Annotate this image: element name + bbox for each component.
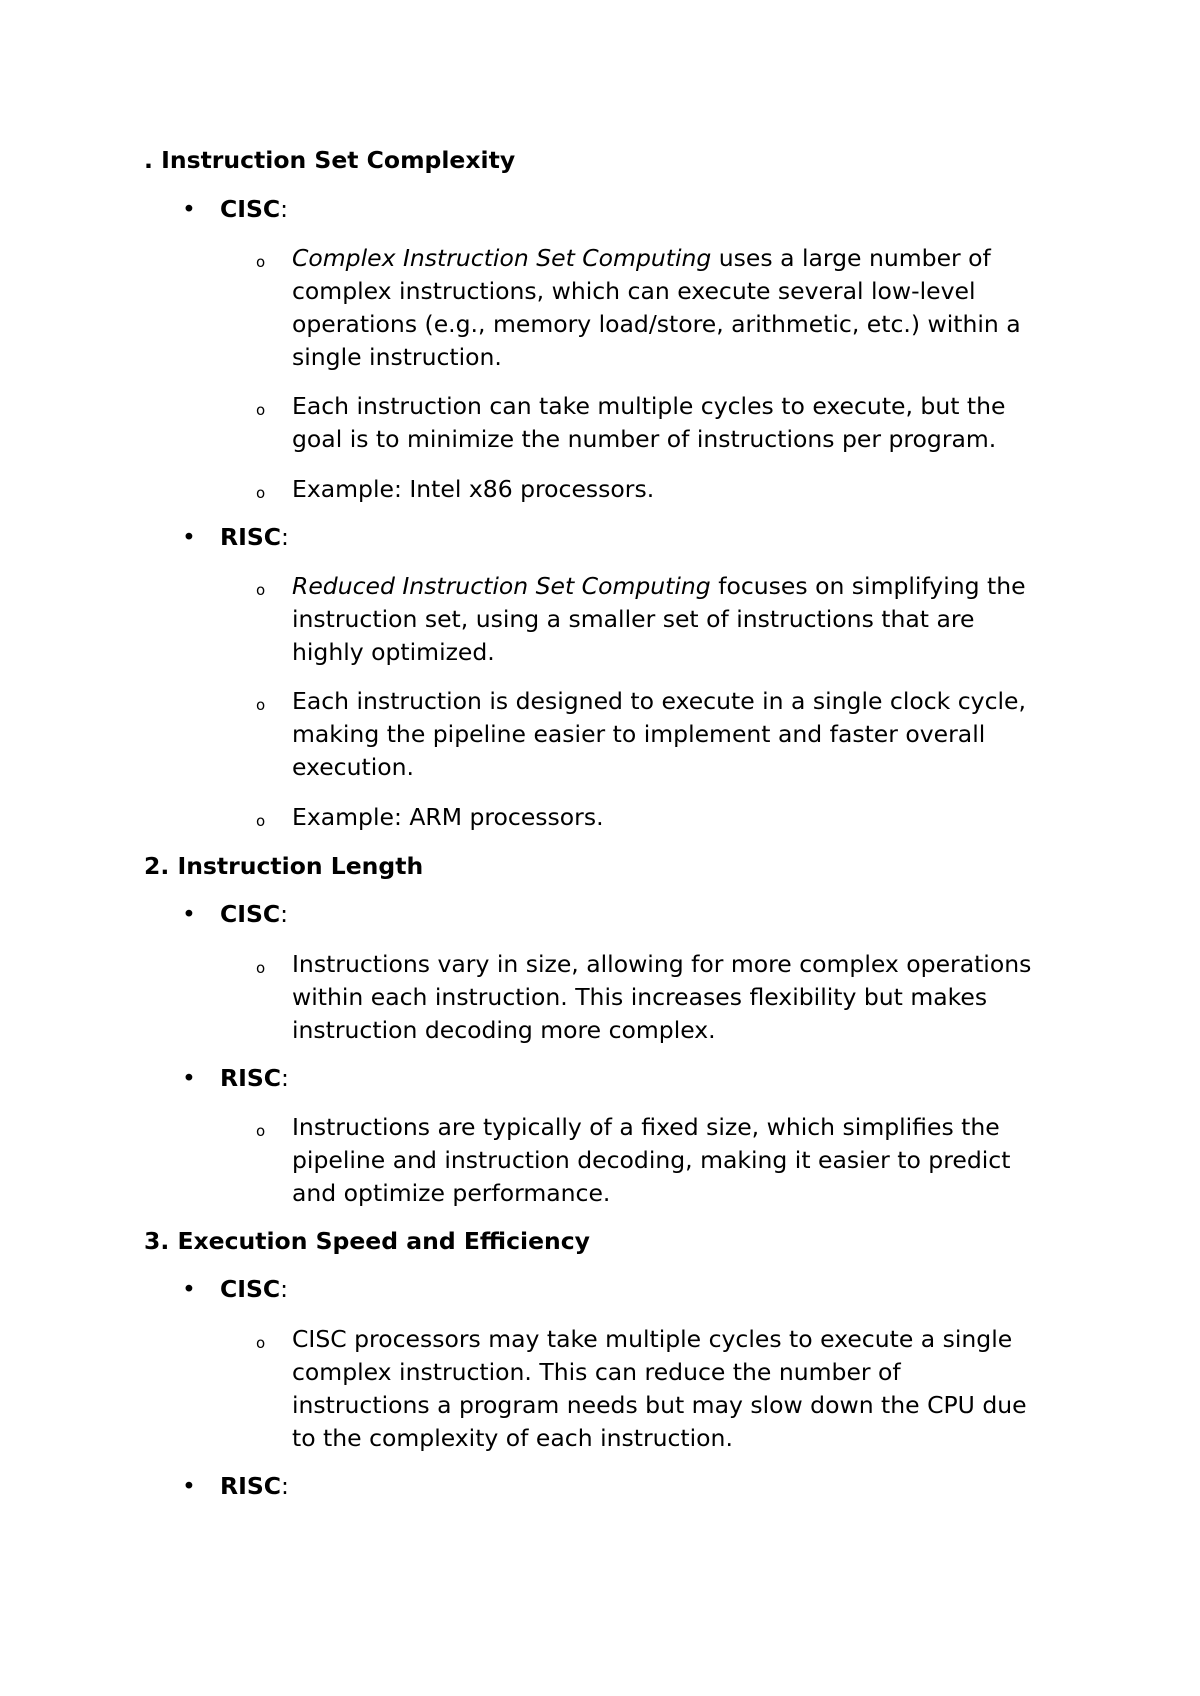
bullet-icon: • bbox=[182, 900, 196, 928]
text-line: complex instruction. This can reduce the number of bbox=[292, 1358, 901, 1386]
text-line: highly optimized. bbox=[292, 638, 495, 666]
sub-bullet-icon: o bbox=[256, 581, 266, 599]
text-line: Example: ARM processors. bbox=[292, 803, 604, 831]
emphasis-term: Complex Instruction Set Computing bbox=[292, 244, 712, 272]
section-heading: 3. Execution Speed and Efficiency bbox=[144, 1227, 590, 1255]
text-line: instructions a program needs but may slow down the CPU due bbox=[292, 1391, 1027, 1419]
bullet-colon: : bbox=[281, 523, 289, 551]
sub-bullet-icon: o bbox=[256, 401, 266, 419]
sub-bullet-icon: o bbox=[256, 1334, 266, 1352]
text-line: Each instruction can take multiple cycles to execute, but the bbox=[292, 392, 1006, 420]
text-line: single instruction. bbox=[292, 343, 502, 371]
list-item bbox=[256, 685, 1076, 784]
list-item bbox=[256, 1323, 1076, 1455]
bullet-item bbox=[182, 1470, 289, 1503]
list-item bbox=[256, 1111, 1076, 1210]
section-heading: 2. Instruction Length bbox=[144, 852, 424, 880]
sub-bullet-icon: o bbox=[256, 812, 266, 830]
bullet-colon: : bbox=[281, 1472, 289, 1500]
text-line: goal is to minimize the number of instructions per program. bbox=[292, 425, 997, 453]
text-line: Each instruction is designed to execute in a single clock cycle, bbox=[292, 687, 1026, 715]
bullet-item bbox=[182, 898, 288, 931]
text-line: making the pipeline easier to implement and faster overall bbox=[292, 720, 986, 748]
sub-bullet-icon: o bbox=[256, 1122, 266, 1140]
list-item bbox=[256, 473, 1076, 506]
bullet-item bbox=[182, 521, 289, 554]
list-item bbox=[256, 390, 1076, 456]
bullet-label: RISC bbox=[220, 1064, 282, 1092]
bullet-item bbox=[182, 1273, 288, 1306]
bullet-icon: • bbox=[182, 1275, 196, 1303]
list-item bbox=[256, 948, 1076, 1047]
list-item bbox=[256, 242, 1076, 374]
bullet-colon: : bbox=[281, 1064, 289, 1092]
list-item bbox=[256, 801, 1076, 834]
bullet-label: RISC bbox=[220, 1472, 282, 1500]
bullet-colon: : bbox=[280, 1275, 289, 1303]
bullet-item bbox=[182, 193, 288, 226]
emphasis-term: Reduced Instruction Set Computing bbox=[292, 572, 711, 600]
bullet-label: RISC bbox=[220, 523, 282, 551]
text-line: Instructions vary in size, allowing for more complex operations bbox=[292, 950, 1032, 978]
text-line: pipeline and instruction decoding, making it easier to predict bbox=[292, 1146, 1011, 1174]
text-line: uses a large number of bbox=[711, 244, 991, 272]
text-line: instruction set, using a smaller set of instructions that are bbox=[292, 605, 975, 633]
text-line: CISC processors may take multiple cycles to execute a single bbox=[292, 1325, 1013, 1353]
bullet-icon: • bbox=[182, 1064, 196, 1092]
text-line: instruction decoding more complex. bbox=[292, 1016, 716, 1044]
bullet-label: CISC bbox=[220, 900, 281, 928]
bullet-icon: • bbox=[182, 1472, 196, 1500]
text-line: operations (e.g., memory load/store, arithmetic, etc.) within a bbox=[292, 310, 1021, 338]
text-line: within each instruction. This increases flexibility but makes bbox=[292, 983, 988, 1011]
list-item bbox=[256, 570, 1076, 669]
text-line: to the complexity of each instruction. bbox=[292, 1424, 733, 1452]
bullet-label: CISC bbox=[220, 195, 281, 223]
bullet-colon: : bbox=[280, 900, 289, 928]
sub-bullet-icon: o bbox=[256, 959, 266, 977]
bullet-icon: • bbox=[182, 523, 196, 551]
sub-bullet-icon: o bbox=[256, 696, 266, 714]
sub-bullet-icon: o bbox=[256, 484, 266, 502]
sub-bullet-icon: o bbox=[256, 253, 266, 271]
bullet-label: CISC bbox=[220, 1275, 281, 1303]
text-line: complex instructions, which can execute several low-level bbox=[292, 277, 976, 305]
bullet-icon: • bbox=[182, 195, 196, 223]
text-line: and optimize performance. bbox=[292, 1179, 611, 1207]
text-line: focuses on simplifying the bbox=[710, 572, 1026, 600]
section-heading: . Instruction Set Complexity bbox=[144, 146, 516, 174]
bullet-colon: : bbox=[280, 195, 289, 223]
text-line: Instructions are typically of a fixed size, which simplifies the bbox=[292, 1113, 1000, 1141]
text-line: execution. bbox=[292, 753, 414, 781]
text-line: Example: Intel x86 processors. bbox=[292, 475, 655, 503]
bullet-item bbox=[182, 1062, 289, 1095]
